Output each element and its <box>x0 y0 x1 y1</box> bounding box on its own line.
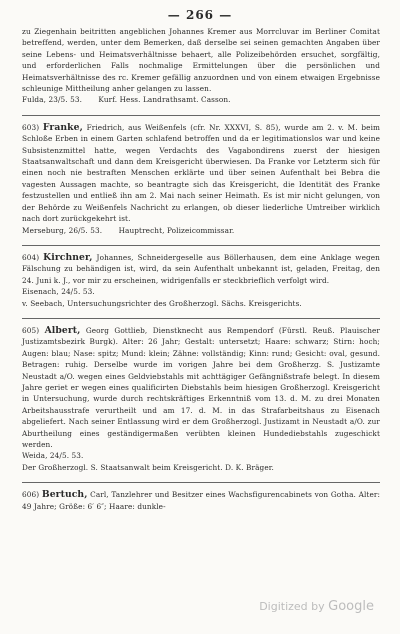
entry-name: Albert, <box>44 324 81 336</box>
entry-605-paragraph <box>22 325 380 450</box>
entry-603-paragraph <box>22 122 380 225</box>
entry-text: Friedrich, aus Weißenfels (cfr. Nr. XXXVI, S. 85), wurde am 2. v. M. beim Schloße Erben in einem Garten schlafend betroffen und da er legitimationslos war und keine Subsistenzmittel hatte, wegen Verdachts des Vagabondirens zuerst der hiesigen Staatsanwaltschaft und dann dem Kreisgericht überwiesen. Da Franke vor Letzterm sich für einen noch nie bestraften Menschen erklärte und über seinen Aufenthalt bei Bebra die vagesten Aussagen machte, so beantragte sich das Kreisgericht, die Identität des Franke festzustellen und entließ ihn am 2. Mai nach seiner Heimath. Es ist mir nicht gelungen, von der Behörde zu Weißenfels Nachricht zu erlangen, ob dieser liederliche Umtreiber wirklich nach dort zurückgekehrt ist. <box>22 122 381 224</box>
divider <box>22 245 380 246</box>
entry-number: 603) <box>22 122 40 132</box>
entry-signature <box>22 225 380 236</box>
intro-authority: Kurf. Hess. Landrathsamt. Casson. <box>98 95 231 105</box>
page-number: — 266 — <box>167 8 233 22</box>
entry-number: 605) <box>22 325 40 335</box>
entry-603 <box>22 122 380 236</box>
entry-signature <box>22 298 380 309</box>
divider <box>22 115 380 116</box>
entry-605 <box>22 325 380 473</box>
entry-604-paragraph <box>22 252 380 286</box>
entry-text: Johannes, Schneidergeselle aus Böllerhausen, dem eine Anklage wegen Fälschung zu behändigen ist, wird, da sein Aufenthalt unbekannt ist, geladen, Freitag, den 24. Juni k. J., vor mir zu erscheinen, widrigenfalls er steckbrieflich verfolgt wird. <box>22 252 380 285</box>
entry-name: Bertuch, <box>41 489 88 501</box>
entry-606 <box>22 489 380 512</box>
entry-signature <box>22 462 380 473</box>
entry-604 <box>22 252 380 309</box>
digitized-watermark <box>259 599 374 614</box>
divider <box>22 482 380 483</box>
divider <box>22 318 380 319</box>
entry-text: Georg Gottlieb, Dienstknecht aus Rempendorf (Fürstl. Reuß. Plauischer Justizamtsbezirk Burgk). Alter: 26 Jahr; Gestalt: untersetzt; Haare: schwarz; Stirn: hoch; Augen: blau; Nase: spitz; Mund: klein; Zähne: vollständig; Kinn: rund; Gesicht: oval, gesund. Betragen: ruhig. Derselbe wurde im vorigen Jahre bei dem Großherzg. S. Justizamte Neustadt a/O. wegen eines Geldviebstahls mit achttägiger Gefängnißstrafe belegt. In diesem Jahre geriet er wegen eines qualificirten Diebstahls beim hiesigen Großherzogl. Kreisgericht in Untersuchung, wurde durch rechtskräftiges Erkenntniß vom 13. d. M. zu drei Monaten Arbeitshausstrafe verurtheilt und am 17. d. M. in das Strafarbeitshaus zu Eisenach abgeliefert. Nach seiner Entlassung wird er dem Großherzogl. Justizamt in Neustadt a/O. zur Aburtheilung eines geständigermaßen verübten kleinen Hundediebstahls zugeschickt werden. <box>22 325 380 449</box>
entry-authority: v. Seebach, Untersuchungsrichter des Großherzogl. Sächs. Kreisgerichts. <box>22 298 302 308</box>
intro-text: zu Ziegenhain beitritten angeblichen Johannes Kremer aus Morrcluvar im Berliner Comitat betreffend, werden, unter dem Bemerken, daß derselbe sei seinen gemachten Angaben über seine Lebens- und Heimatsverhältnisse behaert, alle Polizeibehörden ersuchet, sorgfältig, und erforderlichen Falls nochmalige Ermittelungen über die persönlichen und Heimatsverhältnisse des rc. Kremer gefällig anzuordnen und von einem etwaigen Ergebnisse schleunige Mittheilung anher gelangen zu lassen. <box>22 27 380 94</box>
intro-entry <box>22 26 380 106</box>
google-logo: Google <box>328 599 374 614</box>
entry-name: Franke, <box>42 121 83 133</box>
entry-number: 604) <box>22 252 40 262</box>
intro-signature <box>22 94 380 105</box>
entry-authority: Hauptrecht, Polizeicommissar. <box>118 225 235 235</box>
entry-place: Eisenach, 24/5. 53. <box>22 287 95 297</box>
entry-number: 606) <box>22 490 40 500</box>
entry-name: Kirchner, <box>43 251 93 263</box>
intro-date: Fulda, 23/5. 53. <box>22 95 82 105</box>
entry-606-paragraph <box>22 489 380 512</box>
text-column <box>22 26 380 521</box>
entry-date: Merseburg, 26/5. 53. <box>22 225 103 235</box>
watermark-prefix: Digitized by <box>259 600 325 613</box>
entry-authority: Der Großherzogl. S. Staatsanwalt beim Kreisgericht. D. K. Bräger. <box>22 462 274 472</box>
entry-text: Carl, Tanzlehrer und Besitzer eines Wachsfigurencabinets von Gotha. Alter: 49 Jahre; Größe: 6′ 6″; Haare: dunkle- <box>22 490 381 511</box>
entry-place: Weida, 24/5. 53. <box>22 451 84 461</box>
